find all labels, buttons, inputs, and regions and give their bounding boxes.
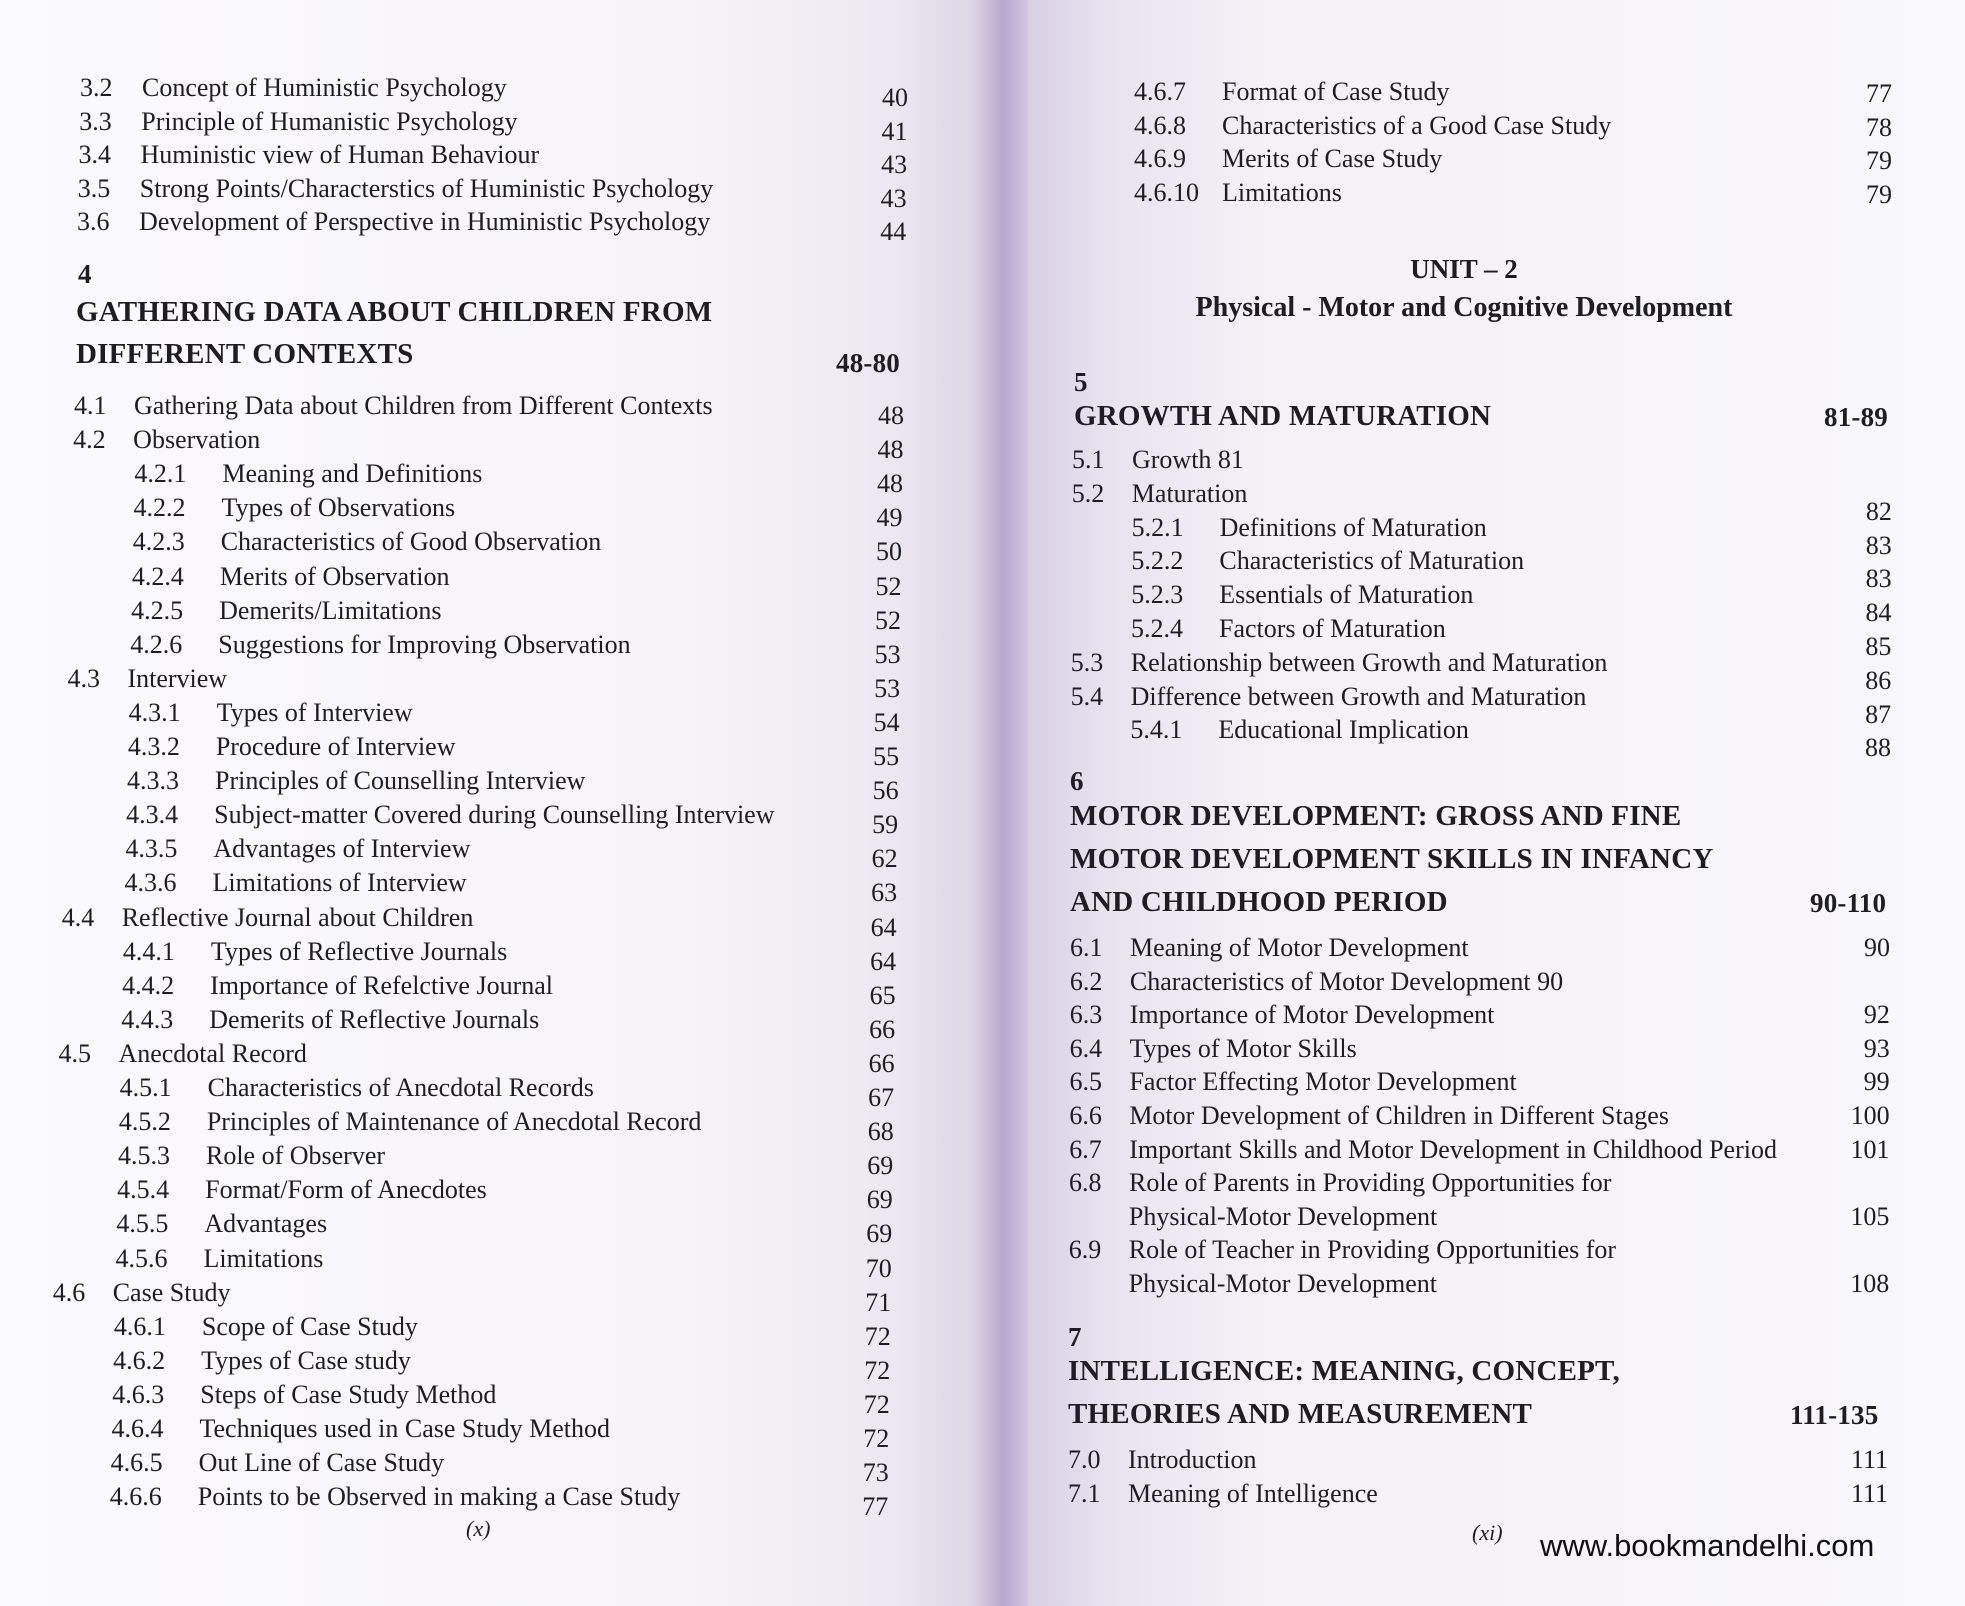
toc-entry-title: Physical-Motor Development — [1128, 1269, 1437, 1298]
toc-entry-title: Types of Observations — [221, 493, 456, 523]
chapter-title-line: DIFFERENT CONTEXTS — [76, 338, 414, 370]
toc-page-number: 52 — [875, 571, 902, 601]
toc-entry — [1069, 1134, 1777, 1166]
toc-page-number: 86 — [1865, 665, 1892, 695]
toc-entry-number: 6.5 — [1069, 1067, 1102, 1097]
toc-entry — [1134, 110, 1611, 142]
toc-entry-number: 4.3.5 — [125, 834, 178, 864]
toc-entry — [1068, 1444, 1257, 1476]
toc-entry-number: 4.2.6 — [130, 629, 183, 659]
chapter-title-line: INTELLIGENCE: MEANING, CONCEPT, — [1068, 1355, 1620, 1387]
toc-entry-title: Motor Development of Children in Different Stages — [1129, 1101, 1669, 1130]
toc-entry-number: 5.1 — [1072, 445, 1105, 474]
toc-entry — [117, 1174, 487, 1206]
watermark-url: www.bookmandelhi.com — [1540, 1528, 1875, 1563]
toc-entry-title: Demerits of Reflective Journals — [209, 1004, 540, 1034]
toc-page-number: 48 — [877, 469, 904, 499]
toc-page-number: 83 — [1865, 530, 1892, 560]
toc-page-number: 111 — [1850, 1479, 1888, 1508]
toc-entry-number: 3.2 — [80, 73, 113, 102]
toc-entry-title: Types of Interview — [216, 697, 413, 727]
toc-page-number: 68 — [867, 1117, 894, 1147]
toc-entry-title: Growth 81 — [1132, 445, 1244, 474]
toc-entry-number: 4.3.3 — [126, 766, 179, 796]
chapter-title-line: MOTOR DEVELOPMENT SKILLS IN INFANCY — [1070, 843, 1714, 875]
toc-entry-title: Development of Perspective in Huministic Psychology — [139, 207, 711, 236]
toc-page-number: 93 — [1863, 1033, 1890, 1063]
toc-entry-number: 7.1 — [1068, 1479, 1101, 1508]
toc-page-number: 72 — [863, 1389, 890, 1419]
toc-entry-title: Subject-matter Covered during Counselling Interview — [214, 800, 775, 830]
toc-entry — [128, 731, 456, 763]
toc-page-number: 43 — [880, 183, 907, 213]
toc-page-number: 92 — [1863, 1000, 1890, 1030]
page-folio: (xi) — [1472, 1520, 1503, 1545]
toc-entry-number: 6.7 — [1069, 1134, 1102, 1164]
toc-entry-title: Meaning and Definitions — [222, 459, 483, 489]
toc-entry-title: Characteristics of Good Observation — [220, 527, 602, 557]
toc-entry — [77, 206, 710, 238]
toc-page-number: 67 — [868, 1083, 895, 1112]
toc-entry — [1069, 1268, 1437, 1300]
toc-page-number: 83 — [1865, 564, 1892, 594]
toc-entry — [74, 390, 713, 422]
toc-entry-title: Role of Observer — [205, 1141, 386, 1171]
toc-entry — [125, 867, 467, 899]
toc-page-number: 105 — [1850, 1201, 1890, 1231]
toc-entry-title: Principle of Humanistic Psychology — [141, 106, 518, 136]
toc-entry-number: 4.2.5 — [131, 595, 184, 625]
toc-page-number: 40 — [882, 83, 908, 112]
toc-entry-number: 4.3.4 — [126, 800, 179, 830]
toc-entry — [126, 799, 774, 831]
chapter-title-line: AND CHILDHOOD PERIOD — [1070, 886, 1448, 918]
toc-entry-number: 4.6.5 — [110, 1448, 163, 1478]
toc-entry-title: Factors of Maturation — [1218, 614, 1446, 643]
toc-entry — [67, 663, 227, 695]
toc-page-number: 64 — [870, 912, 897, 942]
toc-entry-number: 4.5.4 — [117, 1175, 170, 1205]
toc-page-number: 70 — [865, 1253, 892, 1283]
toc-entry — [1072, 478, 1248, 510]
toc-page-number: 50 — [876, 537, 903, 567]
right-page — [1028, 0, 1965, 1606]
toc-entry-title: Advantages of Interview — [213, 834, 471, 864]
toc-entry — [125, 833, 470, 865]
toc-entry-number: 4.2.1 — [134, 459, 187, 489]
toc-entry-title: Characteristics of Anecdotal Records — [207, 1073, 594, 1102]
toc-entry-number: 4.6.4 — [111, 1414, 164, 1443]
toc-page-number: 52 — [875, 605, 902, 635]
toc-entry-number: 6.1 — [1070, 933, 1103, 962]
toc-entry-number: 4.5.3 — [117, 1141, 170, 1171]
toc-entry-number: 4.2.2 — [133, 493, 186, 523]
toc-entry-number: 3.6 — [77, 207, 110, 236]
toc-page-number: 77 — [1866, 79, 1892, 108]
toc-entry — [133, 526, 602, 558]
toc-entry — [58, 1038, 306, 1070]
toc-entry — [111, 1413, 610, 1445]
toc-page-number: 77 — [862, 1492, 889, 1522]
toc-entry-title: Maturation — [1131, 478, 1248, 508]
toc-entry — [123, 936, 507, 968]
toc-page-number: 108 — [1850, 1269, 1890, 1298]
toc-entry — [78, 173, 713, 205]
toc-page-number: 88 — [1865, 733, 1892, 763]
toc-entry-number: 3.5 — [77, 173, 111, 203]
toc-entry-title: Gathering Data about Children from Different Contexts — [134, 391, 713, 420]
toc-entry-title: Types of Case study — [201, 1345, 411, 1375]
toc-entry-title: Principles of Counselling Interview — [214, 766, 586, 796]
chapter-page-range: 111-135 — [1790, 1400, 1879, 1430]
chapter-number: 7 — [1068, 1322, 1082, 1352]
toc-entry-title: Observation — [133, 425, 261, 455]
toc-page-number: 44 — [880, 217, 907, 246]
toc-entry-title: Limitations — [203, 1243, 324, 1273]
page-folio: (x) — [466, 1516, 491, 1541]
toc-entry — [116, 1208, 327, 1240]
toc-page-number: 69 — [866, 1185, 893, 1215]
toc-entry — [112, 1379, 496, 1411]
toc-page-number: 69 — [867, 1151, 894, 1181]
toc-entry-number: 5.3 — [1070, 647, 1104, 677]
toc-entry-number: 5.4 — [1070, 681, 1104, 711]
toc-entry-title: Advantages — [204, 1209, 328, 1239]
toc-entry-title: Format/Form of Anecdotes — [205, 1175, 487, 1205]
toc-page-number: 72 — [864, 1355, 891, 1385]
toc-entry-title: Introduction — [1128, 1445, 1257, 1474]
toc-entry-number: 5.2.4 — [1130, 614, 1183, 643]
toc-entry-title: Limitations — [1222, 177, 1342, 207]
toc-entry-title: Techniques used in Case Study Method — [199, 1414, 610, 1443]
toc-entry-number: 4.6.2 — [113, 1345, 166, 1375]
toc-entry-title: Characteristics of Maturation — [1219, 546, 1525, 576]
toc-entry-number: 6.2 — [1069, 966, 1103, 996]
toc-entry — [1069, 1066, 1516, 1098]
chapter-number: 6 — [1070, 766, 1084, 796]
toc-entry — [1069, 1100, 1669, 1132]
toc-page-number: 54 — [873, 707, 900, 737]
toc-page-number: 55 — [873, 742, 900, 771]
toc-entry-title: Importance of Refelctive Journal — [210, 970, 553, 1000]
toc-entry — [1071, 681, 1587, 713]
toc-entry-number: 4.6.8 — [1134, 110, 1186, 140]
toc-page-number: 49 — [876, 503, 903, 533]
toc-page-number: 71 — [865, 1287, 892, 1317]
toc-entry-number: 4.4.3 — [121, 1004, 174, 1034]
toc-page-number: 111 — [1850, 1445, 1888, 1474]
toc-page-number: 78 — [1866, 112, 1892, 142]
left-toc — [0, 0, 972, 1606]
toc-entry-title: Types of Reflective Journals — [210, 936, 508, 966]
toc-entry-number: 4.3 — [67, 663, 100, 693]
toc-entry-title: Limitations of Interview — [212, 868, 467, 898]
toc-entry — [132, 561, 450, 593]
toc-entry-number: 6.8 — [1069, 1168, 1102, 1198]
toc-page-number: 48 — [877, 435, 904, 465]
toc-page-number: 59 — [872, 810, 899, 840]
toc-entry-number: 4.5.5 — [116, 1209, 169, 1239]
toc-entry — [113, 1345, 411, 1377]
toc-entry-number: 6.6 — [1069, 1101, 1102, 1130]
toc-entry-number: 4.6.9 — [1134, 144, 1186, 173]
toc-page-number: 66 — [869, 1014, 896, 1044]
toc-entry-title: Characteristics of a Good Case Study — [1222, 110, 1612, 140]
toc-entry — [122, 970, 553, 1002]
toc-entry — [116, 1243, 324, 1275]
toc-entry-number: 6.3 — [1069, 1000, 1103, 1030]
toc-entry-title: Case Study — [112, 1277, 231, 1307]
toc-entry — [1134, 143, 1442, 175]
chapter-page-range: 48-80 — [836, 348, 900, 378]
toc-entry-title: Steps of Case Study Method — [200, 1379, 497, 1409]
toc-entry-title: Procedure of Interview — [215, 732, 456, 761]
toc-entry-number: 4.2.3 — [132, 527, 185, 557]
toc-entry-number: 3.3 — [79, 106, 112, 136]
toc-entry — [80, 72, 507, 104]
toc-page-number: 79 — [1866, 179, 1892, 209]
toc-entry-number: 6.9 — [1068, 1235, 1102, 1265]
toc-entry — [134, 492, 456, 524]
toc-entry — [1069, 1234, 1616, 1266]
toc-entry-title: Merits of Case Study — [1222, 144, 1443, 173]
toc-entry — [134, 458, 482, 490]
toc-entry-title: Interview — [127, 663, 228, 693]
toc-entry-title: Meaning of Intelligence — [1128, 1479, 1378, 1508]
toc-page-number: 53 — [874, 673, 901, 703]
toc-entry — [1072, 444, 1244, 476]
toc-entry — [79, 139, 540, 171]
toc-entry-title: Importance of Motor Development — [1129, 1000, 1495, 1030]
toc-page-number: 72 — [863, 1424, 890, 1453]
toc-entry-number: 4.6.6 — [109, 1482, 162, 1512]
chapter-number: 5 — [1074, 367, 1088, 397]
toc-entry — [1070, 1033, 1357, 1065]
toc-entry — [1070, 966, 1563, 998]
toc-entry-title: Points to be Observed in making a Case Study — [197, 1482, 681, 1512]
toc-entry-title: Reflective Journal about Children — [121, 902, 474, 932]
toc-page-number: 99 — [1863, 1067, 1890, 1097]
toc-entry-title: Suggestions for Improving Observation — [218, 629, 631, 659]
toc-entry-title: Types of Motor Skills — [1129, 1033, 1357, 1063]
toc-entry — [1070, 999, 1495, 1031]
toc-entry-title: Role of Parents in Providing Opportunities for — [1129, 1168, 1612, 1198]
toc-entry-number: 4.3.1 — [128, 697, 181, 727]
chapter-title-line: GROWTH AND MATURATION — [1074, 400, 1492, 432]
toc-page-number: 48 — [878, 401, 904, 430]
toc-entry-number: 4.5 — [58, 1038, 91, 1068]
unit-label: UNIT – 2 — [1410, 254, 1518, 284]
toc-entry-number: 5.2.1 — [1131, 512, 1184, 542]
toc-page-number: 73 — [862, 1458, 889, 1488]
toc-page-number: 82 — [1865, 496, 1892, 526]
toc-entry — [1071, 647, 1608, 679]
chapter-page-range: 90-110 — [1810, 888, 1887, 918]
toc-page-number: 65 — [869, 980, 896, 1010]
toc-page-number: 79 — [1866, 146, 1892, 175]
toc-entry-number: 4.4.2 — [122, 970, 175, 1000]
toc-entry-title: Anecdotal Record — [118, 1038, 307, 1068]
toc-entry-title: Essentials of Maturation — [1219, 580, 1474, 610]
toc-page-number: 56 — [872, 776, 899, 806]
toc-entry-number: 4.6 — [52, 1277, 86, 1307]
toc-page-number: 64 — [870, 946, 897, 976]
toc-entry-number: 4.2.4 — [131, 561, 184, 591]
toc-page-number: 43 — [881, 150, 908, 179]
toc-entry — [119, 1106, 702, 1138]
chapter-title-line: GATHERING DATA ABOUT CHILDREN FROM — [76, 296, 713, 328]
chapter-number: 4 — [78, 259, 92, 289]
toc-entry — [1131, 579, 1473, 611]
toc-page-number: 84 — [1865, 598, 1892, 628]
toc-entry — [131, 595, 441, 627]
toc-entry-number: 4.3.2 — [127, 732, 180, 761]
toc-entry-number: 4.1 — [74, 391, 107, 420]
toc-entry-title: Characteristics of Motor Development 90 — [1129, 966, 1564, 996]
toc-entry — [1069, 1167, 1611, 1199]
unit-title: Physical - Motor and Cognitive Development — [1195, 292, 1733, 323]
toc-entry — [127, 765, 585, 797]
toc-entry-number: 4.3.6 — [124, 868, 177, 898]
toc-entry-number: 4.5.1 — [119, 1073, 172, 1102]
toc-entry — [1134, 177, 1342, 209]
toc-entry-title: Difference between Growth and Maturation — [1130, 681, 1587, 711]
toc-page-number: 85 — [1865, 632, 1892, 661]
toc-entry-number: 7.0 — [1068, 1445, 1101, 1474]
chapter-title-line: THEORIES AND MEASUREMENT — [1068, 1398, 1533, 1430]
toc-entry-title: Huministic view of Human Behaviour — [140, 140, 540, 169]
toc-entry-title: Format of Case Study — [1222, 77, 1450, 106]
toc-entry-title: Definitions of Maturation — [1219, 512, 1487, 542]
toc-entry — [62, 902, 474, 934]
toc-entry-number: 6.4 — [1069, 1033, 1103, 1063]
toc-page-number: 53 — [874, 639, 901, 669]
toc-entry — [53, 1277, 231, 1309]
toc-entry — [79, 106, 517, 138]
toc-page-number: 101 — [1850, 1134, 1890, 1164]
toc-entry-number: 5.2.2 — [1131, 546, 1184, 576]
toc-entry — [129, 697, 413, 729]
toc-entry — [114, 1311, 418, 1343]
toc-entry-number: 3.4 — [78, 140, 112, 169]
toc-entry — [1070, 932, 1469, 964]
toc-entry — [1131, 613, 1446, 645]
toc-entry-title: Demerits/Limitations — [219, 595, 442, 625]
toc-entry-title: Concept of Huministic Psychology — [142, 73, 507, 102]
toc-entry — [1069, 1201, 1437, 1233]
toc-entry-title: Role of Teacher in Providing Opportunities for — [1128, 1235, 1617, 1265]
toc-entry-title: Physical-Motor Development — [1128, 1201, 1438, 1231]
toc-entry — [1134, 76, 1450, 108]
toc-entry-number: 4.6.7 — [1134, 77, 1186, 106]
toc-entry — [111, 1447, 445, 1479]
chapter-page-range: 81-89 — [1824, 402, 1888, 432]
toc-entry-title: Strong Points/Characterstics of Huministic Psychology — [139, 173, 714, 203]
toc-entry-number: 4.6.3 — [112, 1379, 165, 1409]
toc-entry-title: Scope of Case Study — [201, 1311, 418, 1341]
toc-entry — [121, 1004, 539, 1036]
toc-entry — [130, 629, 630, 661]
toc-entry — [1132, 512, 1487, 544]
toc-entry-number: 4.2 — [73, 425, 106, 455]
toc-entry-title: Out Line of Case Study — [198, 1448, 445, 1478]
toc-entry-title: Principles of Maintenance of Anecdotal Record — [206, 1107, 702, 1137]
toc-entry — [118, 1140, 385, 1172]
toc-entry-title: Relationship between Growth and Maturation — [1130, 647, 1608, 677]
toc-entry-number: 5.2.3 — [1131, 580, 1184, 610]
toc-entry — [1131, 545, 1524, 577]
chapter-title-line: MOTOR DEVELOPMENT: GROSS AND FINE — [1070, 800, 1682, 832]
toc-page-number: 72 — [864, 1321, 891, 1351]
toc-entry — [120, 1072, 594, 1104]
left-page — [0, 0, 972, 1606]
toc-entry-title: Educational Implication — [1218, 715, 1469, 745]
toc-entry-number: 4.6.1 — [113, 1311, 166, 1341]
toc-entry — [110, 1481, 680, 1513]
toc-entry-number: 4.6.10 — [1134, 177, 1199, 207]
toc-page-number: 90 — [1864, 933, 1890, 962]
toc-entry-title: Factor Effecting Motor Development — [1129, 1067, 1517, 1097]
toc-entry — [1130, 714, 1469, 746]
toc-page-number: 62 — [871, 844, 898, 874]
toc-page-number: 100 — [1850, 1101, 1890, 1130]
book-gutter — [972, 0, 1028, 1606]
toc-page-number: 63 — [871, 878, 898, 908]
toc-entry-title: Important Skills and Motor Development in Childhood Period — [1129, 1134, 1777, 1164]
toc-entry-number: 5.2 — [1071, 478, 1105, 508]
toc-entry-number: 4.4.1 — [122, 936, 175, 966]
toc-entry-title: Merits of Observation — [219, 561, 450, 591]
toc-entry-number: 4.5.6 — [115, 1243, 168, 1273]
toc-page-number: 66 — [868, 1048, 895, 1078]
toc-page-number: 69 — [866, 1219, 893, 1249]
toc-page-number: 41 — [881, 116, 908, 146]
toc-page-number: 87 — [1865, 699, 1892, 729]
toc-entry-number: 4.4 — [61, 902, 95, 932]
toc-entry-number: 4.5.2 — [118, 1107, 171, 1137]
toc-entry-title: Meaning of Motor Development — [1130, 933, 1469, 962]
toc-entry-number: 5.4.1 — [1130, 715, 1183, 745]
toc-entry — [73, 424, 260, 456]
toc-entry — [1068, 1478, 1378, 1510]
